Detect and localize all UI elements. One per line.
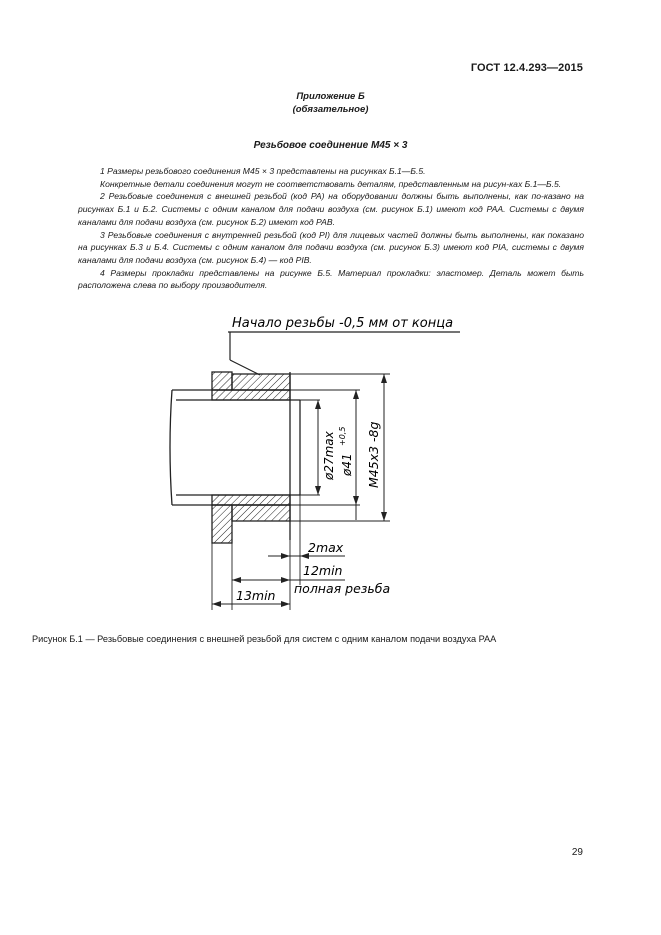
dim-d27-text: ø27max: [322, 431, 336, 480]
paragraph: 2 Резьбовые соединения с внешней резьбой (код PA) на оборудовании должны быть выполнены, как по-казано на рисунках Б.1 и Б.2. Системы с одним каналом для подачи воздуха (см. рисунок Б.1) имеют код PAA. Системы с двумя каналами для подачи воздуха (см. рисунок Б.2) имеют код PAB.: [78, 191, 584, 227]
arrow: [315, 486, 321, 495]
figure-caption: Рисунок Б.1 — Резьбовые соединения с внешней резьбой для систем с одним каналом подачи воздуха PAA: [32, 634, 497, 644]
arrow: [281, 577, 290, 583]
paragraph: Конкретные детали соединения могут не соответствовать деталям, представленным на рисун-ках Б.1—Б.5.: [100, 178, 562, 189]
arrow: [381, 374, 387, 383]
flange-top: [212, 372, 232, 390]
dim-m45-text: M45x3 -8g: [366, 421, 381, 488]
flange-bottom: [212, 505, 232, 543]
thread-top: [232, 374, 290, 390]
wall-top: [212, 390, 290, 400]
arrow: [232, 577, 241, 583]
paragraph: 4 Размеры прокладки представлены на рисунке Б.5. Материал прокладки: эластомер. Деталь может быть расположена слева по выбору производителя.: [78, 267, 584, 291]
section-title: Резьбовое соединение M45 × 3: [253, 140, 408, 151]
appendix-title: Приложение Б: [296, 91, 365, 102]
arrow: [281, 601, 290, 607]
arrow: [381, 512, 387, 521]
full-thread-text: полная резьба: [294, 581, 391, 596]
dim-12min-text: 12min: [303, 563, 343, 578]
arrow: [315, 400, 321, 409]
dim-13min-text: 13min: [236, 588, 276, 603]
dim-d41-text: ø41: [340, 453, 354, 476]
page-number: 29: [571, 847, 583, 858]
arrow: [353, 496, 359, 505]
thread-start-label: Начало резьбы -0,5 мм от конца: [232, 316, 454, 331]
arrow: [281, 553, 290, 559]
thread-bottom: [232, 505, 290, 521]
arrow: [212, 601, 221, 607]
tube-outline: [170, 390, 172, 505]
dim-2max-text: 2max: [308, 540, 344, 555]
wall-bottom: [212, 495, 290, 505]
leader-line: [230, 360, 260, 375]
standard-header: ГОСТ 12.4.293—2015: [470, 62, 583, 74]
paragraph: 1 Размеры резьбового соединения M45 × 3 представлены на рисунках Б.1—Б.5.: [100, 166, 426, 176]
paragraph: 3 Резьбовые соединения с внутренней резьбой (код PI) для лицевых частей должны быть выполнены, как показано на рисунках Б.3 и Б.4. Системы с одним каналом для подачи воздуха (см. рисунок Б.3) имеют код PIA, системы с двумя каналами для подачи воздуха (см. рисунок Б.4) — код PIB.: [78, 229, 584, 265]
arrow: [353, 390, 359, 399]
dim-d41-tol-text: +0,5: [338, 426, 347, 446]
appendix-status: (обязательное): [292, 104, 369, 115]
